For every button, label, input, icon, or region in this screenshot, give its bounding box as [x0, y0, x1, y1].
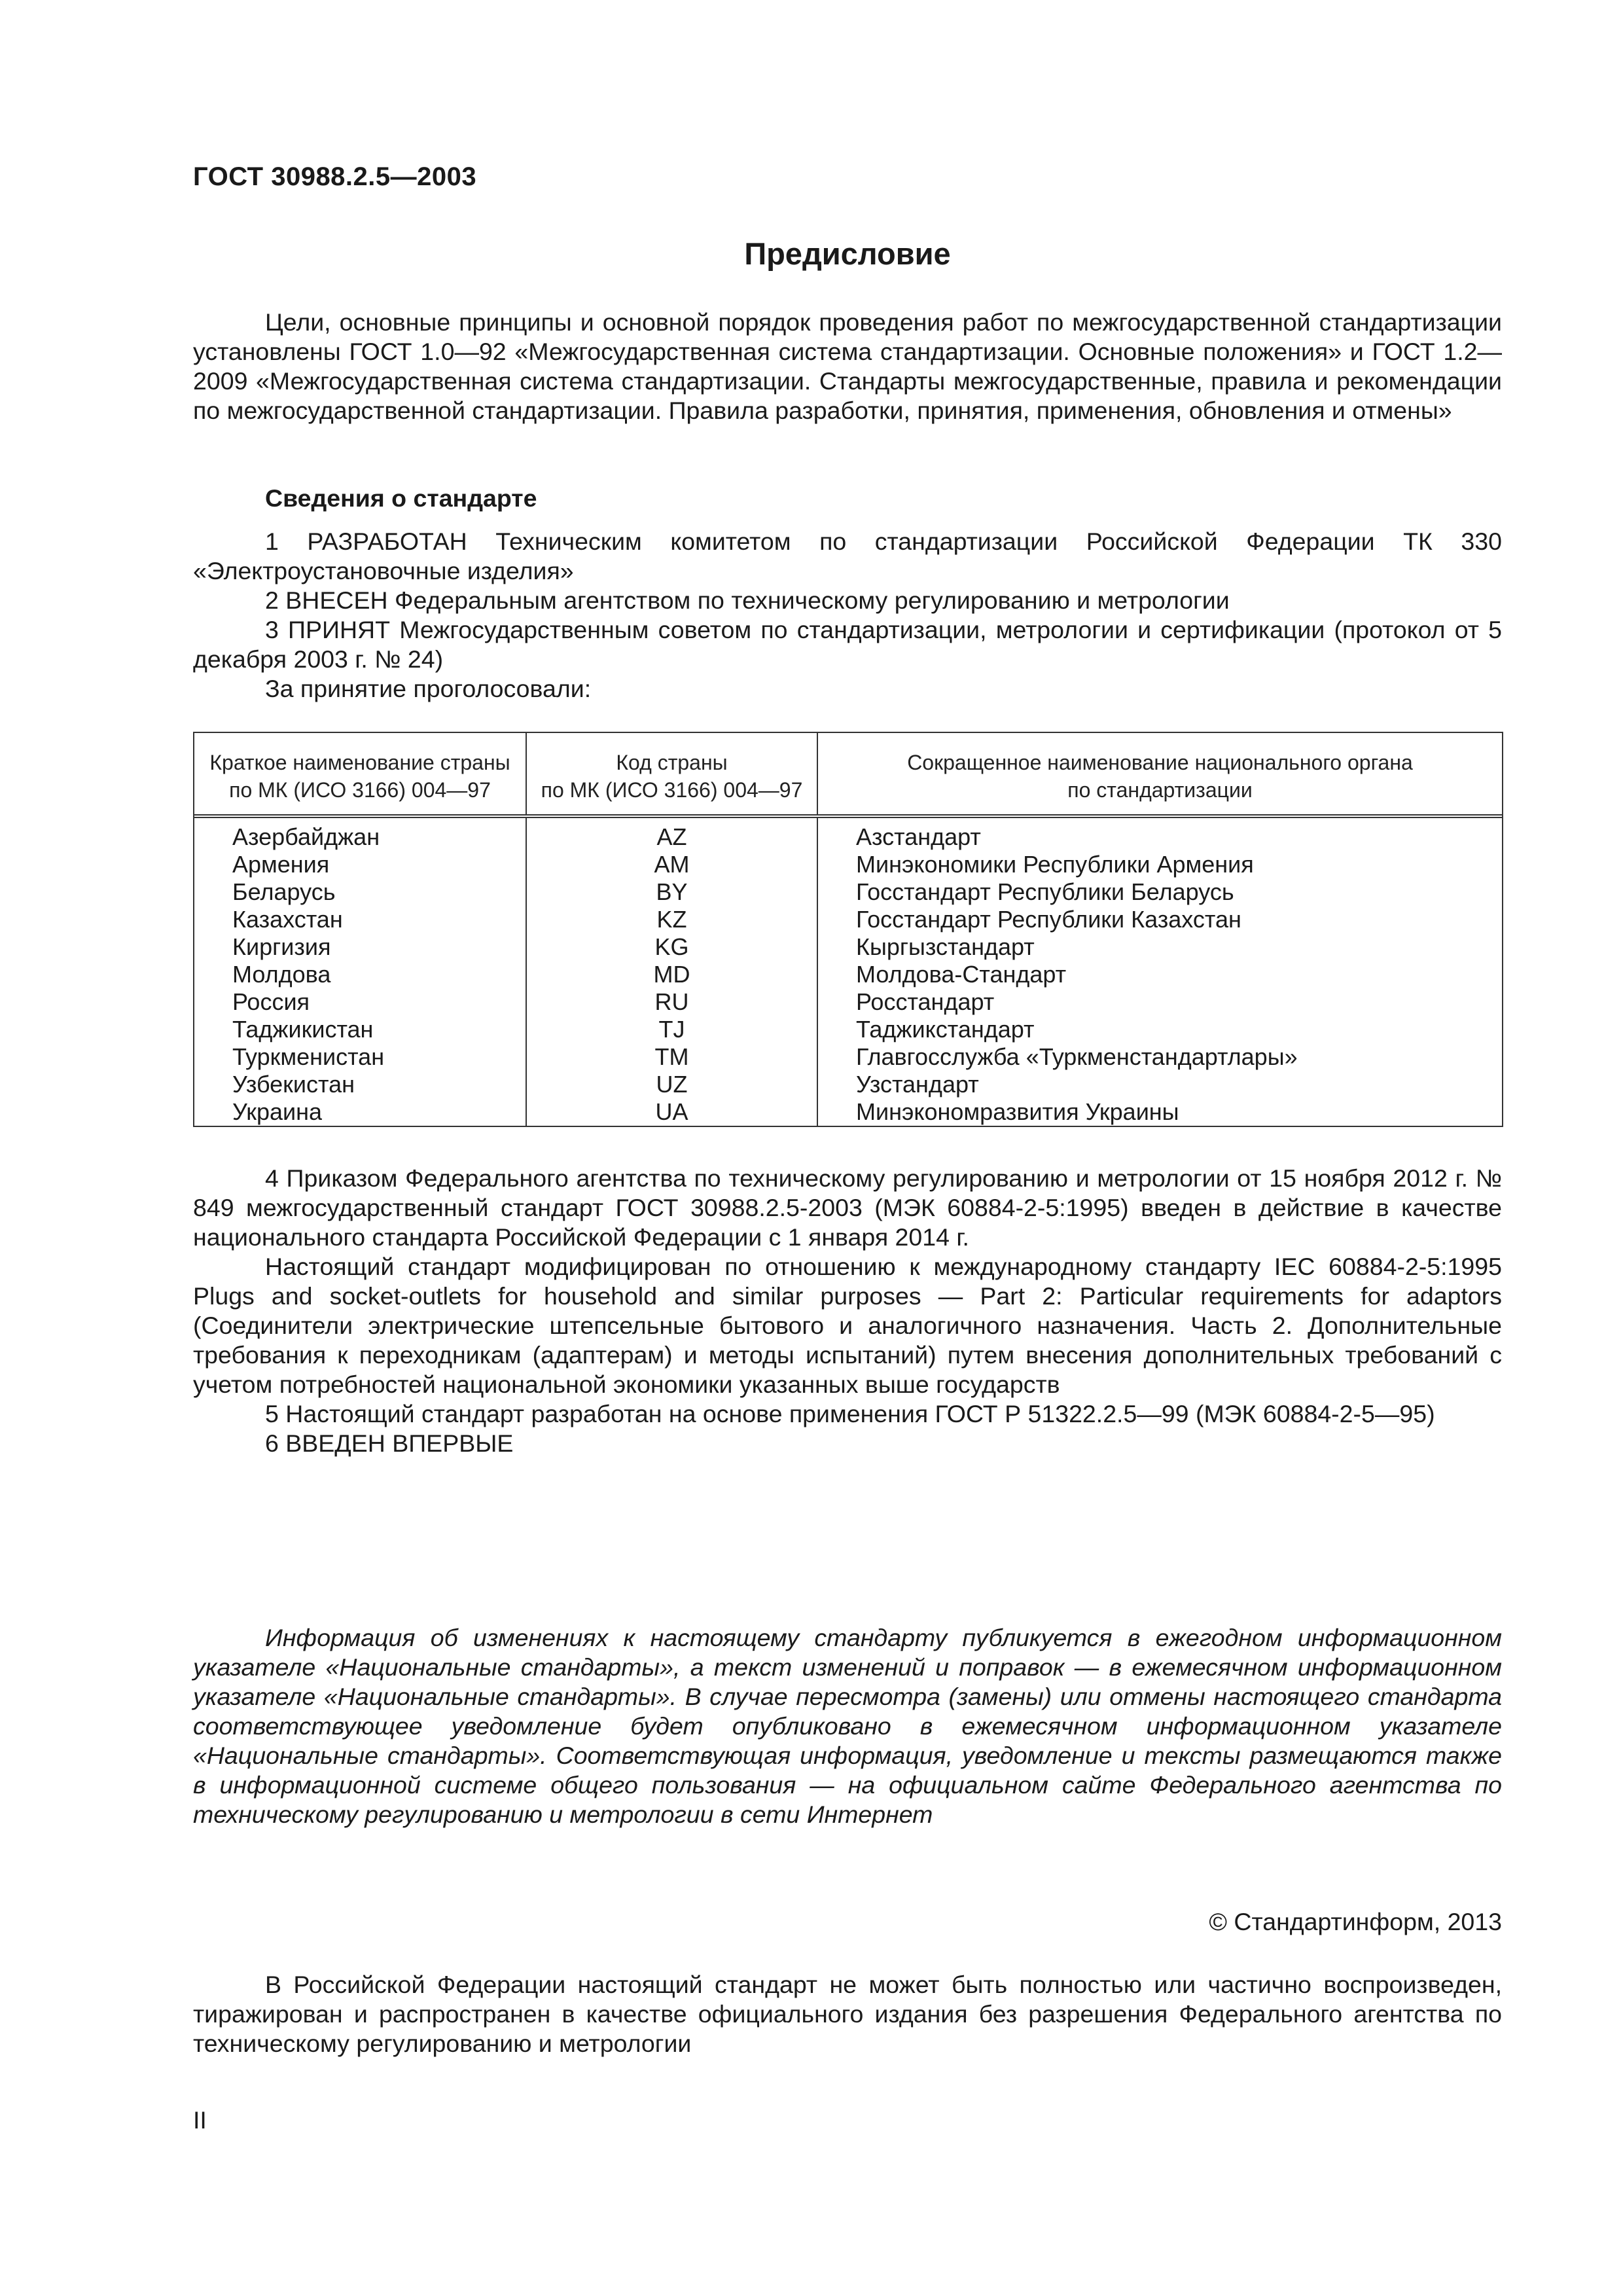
changes-notice-text: Информация об изменениях к настоящему стандарту публикуется в ежегодном информационном указателе «Национальные стандарты», а текст изменений и поправок — в ежемесячном информационном указателе «Национальные стандарты». В случае пересмотра (замены) или отмены настоящего стандарта соответствующее уведомление будет опубликовано в ежемесячном информационном указателе «Национальные стандарты». Соответствующая информация, уведомление и тексты размещаются также в информационной системе общего пользования — на официальном сайте Федерального агентства по техническому регулированию и метрологии в сети Интернет [193, 1624, 1502, 1828]
header-agency [818, 733, 1502, 814]
header-code [527, 733, 818, 814]
info-item-6: 6 ВВЕДЕН ВПЕРВЫЕ [265, 1429, 514, 1457]
countries-table [193, 732, 1503, 1127]
header-country [194, 733, 527, 814]
standard-info-list [193, 527, 1502, 704]
country-cell: Узбекистан [232, 1071, 355, 1098]
agency-cell: Главгосслужба «Туркменстандартлары» [856, 1043, 1298, 1070]
agency-column [818, 818, 1502, 1126]
code-cell: KZ [656, 906, 687, 933]
info-item-4: 4 Приказом Федерального агентства по техническому регулированию и метрологии от 15 ноября 2012 г. № 849 межгосударственный стандарт ГОСТ 30988.2.5-2003 (МЭК 60884-2-5:1995) введен в действие в качестве национального стандарта Российской Федерации с 1 января 2014 г. [193, 1164, 1502, 1251]
code-cell: BY [656, 878, 688, 905]
agency-cell: Узстандарт [856, 1071, 979, 1098]
header-agency-line1: Сокращенное наименование национального органа [907, 751, 1413, 774]
agency-cell: Минэкономики Республики Армения [856, 851, 1254, 878]
copyright-line: © Стандартинформ, 2013 [1209, 1908, 1502, 1935]
country-cell: Украина [232, 1098, 323, 1125]
code-cell: MD [653, 961, 690, 988]
country-cell: Армения [232, 851, 330, 878]
agency-cell: Таджикстандарт [856, 1016, 1035, 1043]
document-page [193, 0, 1502, 2296]
agency-cell: Кыргызстандарт [856, 933, 1035, 960]
country-cell: Туркменистан [232, 1043, 385, 1070]
country-cell: Молдова [232, 961, 331, 988]
country-cell: Казахстан [232, 906, 343, 933]
header-code-line2: по МК (ИСО 3166) 004—97 [541, 778, 803, 802]
agency-cell: Госстандарт Республики Беларусь [856, 878, 1234, 905]
country-cell: Азербайджан [232, 823, 380, 850]
country-column [194, 818, 527, 1126]
code-column [527, 818, 818, 1126]
country-cell: Таджикистан [232, 1016, 374, 1043]
header-code-line1: Код страны [616, 751, 728, 774]
code-cell: AM [654, 851, 690, 878]
page-title: Предисловие [744, 236, 951, 271]
agency-cell: Росстандарт [856, 988, 995, 1015]
code-cell: TJ [658, 1016, 685, 1043]
code-cell: RU [654, 988, 689, 1015]
code-cell: UZ [656, 1071, 688, 1098]
info-item-5: 5 Настоящий стандарт разработан на основе применения ГОСТ Р 51322.2.5—99 (МЭК 60884-2-5—95) [265, 1400, 1435, 1427]
table-header [194, 733, 1502, 818]
document-id-header: ГОСТ 30988.2.5—2003 [193, 162, 477, 191]
code-cell: AZ [656, 823, 687, 850]
code-cell: KG [654, 933, 689, 960]
table-body [194, 818, 1502, 1126]
changes-notice [193, 1623, 1502, 1829]
agency-cell: Молдова-Стандарт [856, 961, 1067, 988]
country-cell: Россия [232, 988, 310, 1015]
code-cell: TM [654, 1043, 689, 1070]
legal-notice-text: В Российской Федерации настоящий стандарт не может быть полностью или частично воспроизведен, тиражирован и распространен в качестве официального издания без разрешения Федерального агентства по техническому регулированию и метрологии [193, 1971, 1502, 2057]
country-cell: Киргизия [232, 933, 331, 960]
modification-paragraph: Настоящий стандарт модифицирован по отношению к международному стандарту IEC 60884-2-5:1995 Plugs and socket-outlets for household and similar purposes — Part 2: Particular requirements for adaptors (Соединители электрические штепсельные бытового и аналогичного назначения. Часть 2. Дополнительные требования к переходникам (адаптерам) и методы испытаний) путем внесения дополнительных требований с учетом потребностей национальной экономики указанных выше государств [193, 1253, 1502, 1398]
page-number: II [193, 2106, 207, 2134]
section-heading: Сведения о стандарте [265, 484, 537, 512]
info-item-3: 3 ПРИНЯТ Межгосударственным советом по стандартизации, метрологии и сертификации (протокол от 5 декабря 2003 г. № 24) [193, 616, 1502, 673]
intro-paragraph: Цели, основные принципы и основной порядок проведения работ по межгосударственной стандартизации установлены ГОСТ 1.0—92 «Межгосударственная система стандартизации. Основные положения» и ГОСТ 1.2—2009 «Межгосударственная система стандартизации. Стандарты межгосударственные, правила и рекомендации по межгосударственной стандартизации. Правила разработки, принятия, применения, обновления и отмены» [193, 308, 1502, 424]
adoption-info-list [193, 1164, 1502, 1458]
header-country-line2: по МК (ИСО 3166) 004—97 [229, 778, 491, 802]
legal-notice [193, 1970, 1502, 2058]
agency-cell: Госстандарт Республики Казахстан [856, 906, 1241, 933]
country-cell: Беларусь [232, 878, 336, 905]
agency-cell: Азстандарт [856, 823, 981, 850]
voted-label: За принятие проголосовали: [265, 675, 592, 702]
info-item-2: 2 ВНЕСЕН Федеральным агентством по техническому регулированию и метрологии [265, 586, 1230, 614]
info-item-1: 1 РАЗРАБОТАН Техническим комитетом по стандартизации Российской Федерации ТК 330 «Электроустановочные изделия» [193, 528, 1502, 584]
intro-section [193, 308, 1502, 425]
header-agency-line2: по стандартизации [1067, 778, 1253, 802]
agency-cell: Минэкономразвития Украины [856, 1098, 1179, 1125]
header-country-line1: Краткое наименование страны [209, 751, 510, 774]
code-cell: UA [655, 1098, 688, 1125]
